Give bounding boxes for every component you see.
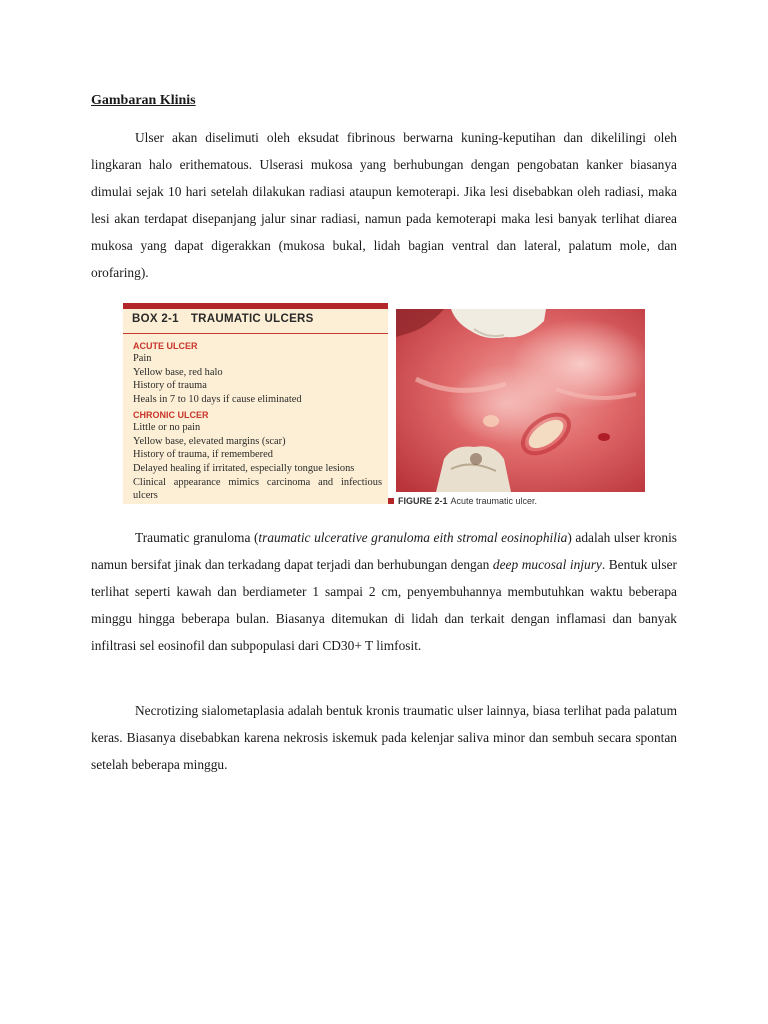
- acute-item: Pain: [133, 353, 152, 364]
- paragraph-text: ) adalah ulser kronis namun bersifat jinak dan terkadang dapat terjadi dan berhubungan dengan: [91, 530, 677, 572]
- paragraph-necrotizing-sialometaplasia: [91, 697, 677, 778]
- box-body: [123, 334, 388, 503]
- section-heading: Gambaran Klinis: [91, 93, 196, 108]
- paragraph-traumatic-granuloma: [91, 524, 677, 659]
- clinical-photo: [396, 309, 645, 492]
- italic-term: traumatic ulcerative granuloma eith stromal eosinophilia: [258, 530, 568, 545]
- paragraph-text: Necrotizing sialometaplasia adalah bentuk kronis traumatic ulser lainnya, biasa terlihat pada palatum keras. Biasanya disebabkan karena nekrosis iskemuk pada kelenjar saliva minor dan sembuh secara spontan setelah beberapa minggu.: [91, 703, 677, 772]
- info-box: [123, 303, 388, 504]
- paragraph-text: Traumatic granuloma (: [135, 530, 259, 545]
- box-title: [123, 309, 388, 334]
- caption-marker-icon: [388, 498, 394, 504]
- acute-item: Heals in 7 to 10 days if cause eliminated: [133, 394, 302, 406]
- acute-ulcer-heading: ACUTE ULCER: [133, 341, 198, 351]
- caption-label: FIGURE 2-1: [398, 496, 448, 506]
- acute-item: Yellow base, red halo: [133, 366, 223, 378]
- chronic-ulcer-heading: CHRONIC ULCER: [133, 409, 209, 420]
- figure-traumatic-ulcers: [123, 303, 645, 511]
- caption-text: Acute traumatic ulcer.: [450, 496, 538, 506]
- paragraph-text: . Bentuk ulser terlihat seperti kawah dan berdiameter 1 sampai 2 cm, penyembuhannya membutuhkan waktu beberapa minggu hingga beberapa bulan. Biasanya ditemukan di lidah dan terkait dengan inflamasi dan banyak infiltrasi sel eosinofil dan subpopulasi dari CD30+ T limfosit.: [91, 557, 677, 653]
- chronic-item: Little or no pain: [133, 421, 201, 433]
- chronic-item: Clinical appearance mimics carcinoma and infectious ulcers: [133, 476, 382, 502]
- oral-mucosa-image: [396, 309, 645, 492]
- paragraph-clinical-features: [91, 124, 677, 286]
- figure-caption: [388, 496, 537, 506]
- acute-item: History of trauma: [133, 380, 207, 392]
- chronic-item: Delayed healing if irritated, especially tongue lesions: [133, 462, 355, 474]
- chronic-item: Yellow base, elevated margins (scar): [133, 435, 286, 447]
- box-title-text: TRAUMATIC ULCERS: [190, 313, 314, 325]
- paragraph-text: Ulser akan diselimuti oleh eksudat fibrinous berwarna kuning-keputihan dan dikelilingi oleh lingkaran halo erithematous. Ulserasi mukosa yang berhubungan dengan pengobatan kanker biasanya dimulai sejak 10 hari setelah dilakukan radiasi ataupun kemoterapi. Jika lesi disebabkan oleh radiasi, maka lesi akan terdapat disepanjang jalur sinar radiasi, namun pada kemoterapi maka lesi banyak terlihat diarea mukosa yang dapat digerakkan (mukosa bukal, lidah bagian ventral dan lateral, palatum mole, dan orofaring).: [91, 130, 677, 280]
- box-number: BOX 2-1: [132, 313, 179, 325]
- chronic-item: History of trauma, if remembered: [133, 449, 273, 461]
- italic-term: deep mucosal injury: [492, 557, 602, 572]
